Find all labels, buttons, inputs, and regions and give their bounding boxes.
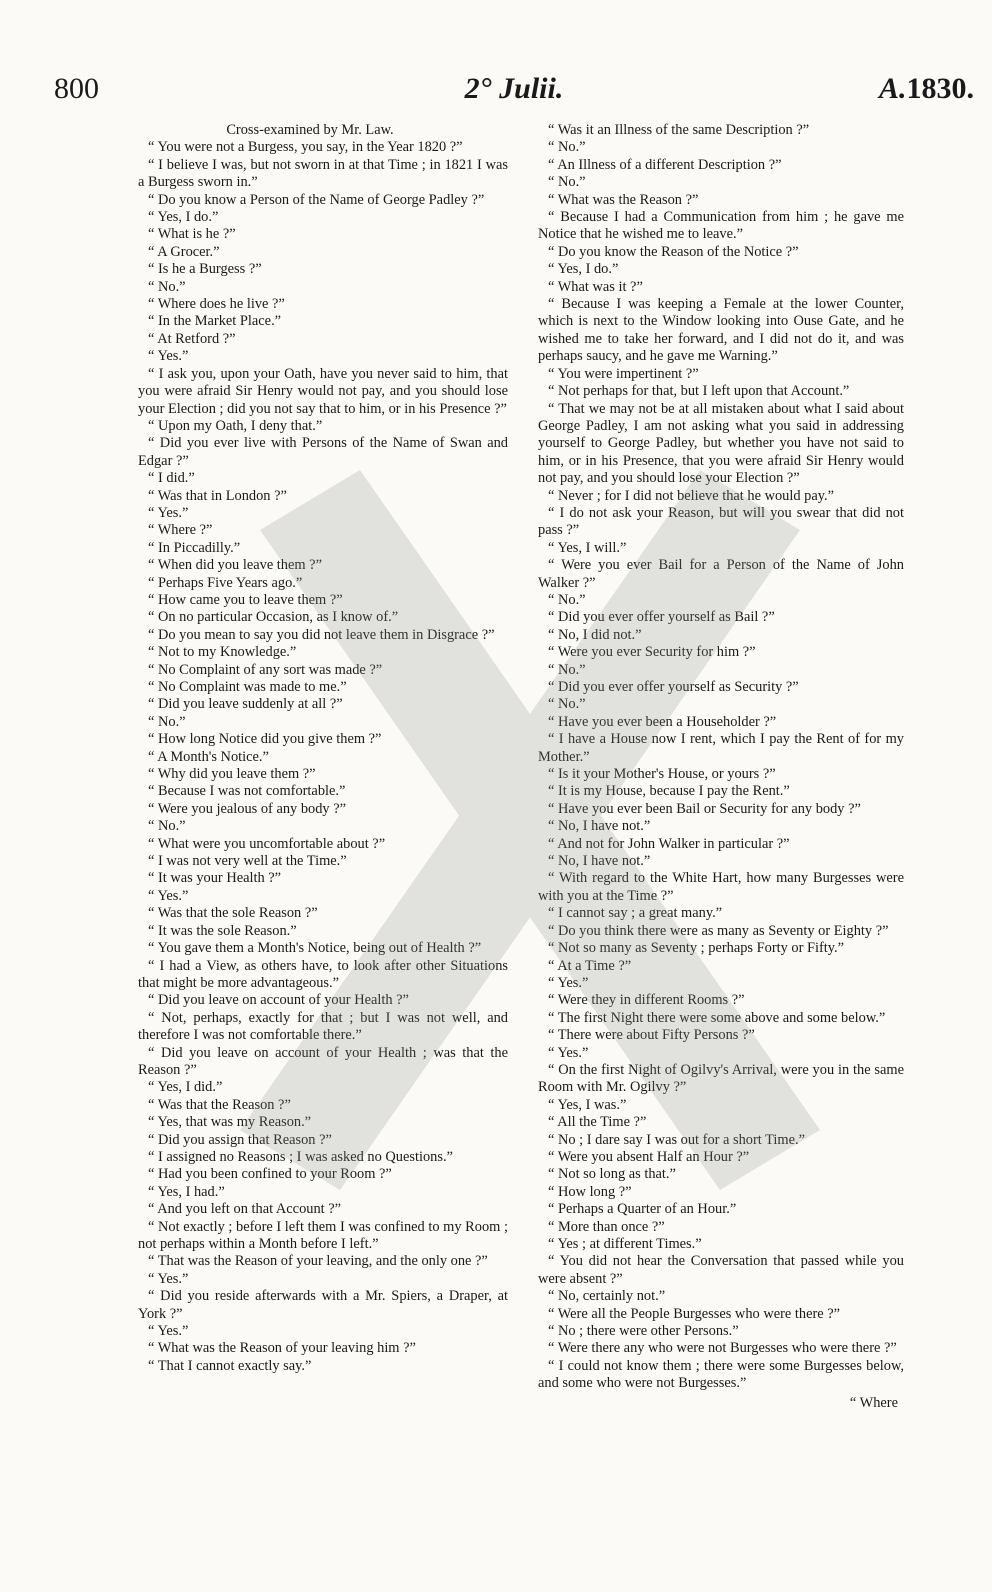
testimony-line: “ You gave them a Month's Notice, being out of Health ?”: [148, 940, 482, 957]
year-value: 1830.: [906, 72, 974, 105]
testimony-line: “ Was that the sole Reason ?”: [148, 905, 318, 922]
testimony-line: “ Not perhaps for that, but I left upon that Account.”: [548, 383, 850, 400]
testimony-line: “ Did you leave on account of your Health ; was that the Reason ?”: [138, 1044, 508, 1078]
testimony-line: “ Because I was not comfortable.”: [148, 783, 346, 800]
testimony-line: “ No, certainly not.”: [548, 1288, 666, 1305]
testimony-line: “ All the Time ?”: [548, 1114, 647, 1131]
testimony-line: “ No, I did not.”: [548, 626, 642, 643]
testimony-line: “ What were you uncomfortable about ?”: [148, 835, 386, 852]
testimony-line: “ Yes, that was my Reason.”: [148, 1114, 312, 1131]
testimony-line: “ I have a House now I rent, which I pay the Rent of for my Mother.”: [538, 731, 904, 765]
testimony-line: “ How long Notice did you give them ?”: [148, 731, 382, 748]
testimony-line: “ I did.”: [148, 470, 195, 487]
testimony-line: “ What was the Reason ?”: [548, 191, 699, 208]
testimony-line: “ I could not know them ; there were some Burgesses below, and some who were not Burgesses.”: [538, 1357, 904, 1392]
testimony-line: “ A Month's Notice.”: [148, 748, 269, 765]
testimony-line: “ In Piccadilly.”: [148, 539, 241, 556]
testimony-line: “ No.”: [548, 661, 586, 678]
testimony-line: “ No.”: [548, 696, 586, 713]
testimony-line: “ I believe I was, but not sworn in at that Time ; in 1821 I was a Burgess sworn in.”: [138, 156, 508, 191]
testimony-line: “ Not exactly ; before I left them I was confined to my Room ; not perhaps within a Month before I left.”: [138, 1218, 508, 1252]
testimony-line: “ It was your Health ?”: [148, 870, 282, 887]
testimony-line: “ Do you know a Person of the Name of George Padley ?”: [148, 191, 485, 208]
page-header: [54, 72, 974, 112]
testimony-line: “ There were about Fifty Persons ?”: [548, 1027, 755, 1044]
testimony-line: “ Yes.”: [148, 348, 189, 365]
page-number: 800: [54, 72, 99, 105]
testimony-line: “ Yes.”: [148, 1270, 189, 1287]
testimony-line: “ No.”: [548, 174, 586, 191]
testimony-line: “ Yes.”: [148, 1323, 189, 1340]
testimony-line: “ Did you leave suddenly at all ?”: [148, 696, 343, 713]
testimony-line: “ No, I have not.”: [548, 853, 651, 870]
testimony-line: “ Upon my Oath, I deny that.”: [148, 417, 323, 434]
testimony-line: “ That was the Reason of your leaving, and the only one ?”: [148, 1253, 488, 1270]
testimony-line: “ And not for John Walker in particular ?”: [548, 835, 790, 852]
testimony-line: “ I ask you, upon your Oath, have you never said to him, that you were afraid Sir Henry would not pay, and you should lose your Election ; did you not say that to him, or in his Presence ?”: [138, 365, 508, 417]
testimony-line: “ Did you assign that Reason ?”: [148, 1131, 332, 1148]
testimony-line: “ Did you ever live with Persons of the Name of Swan and Edgar ?”: [138, 435, 508, 469]
testimony-line: “ Were you absent Half an Hour ?”: [548, 1148, 750, 1165]
date-heading: 2° Julii.: [464, 72, 564, 105]
testimony-line: “ In the Market Place.”: [148, 313, 282, 330]
testimony-line: “ I do not ask your Reason, but will you swear that did not pass ?”: [538, 504, 904, 539]
testimony-line: “ I assigned no Reasons ; I was asked no Questions.”: [148, 1148, 453, 1165]
testimony-line: “ Perhaps Five Years ago.”: [148, 574, 303, 591]
testimony-line: “ Yes ; at different Times.”: [548, 1236, 702, 1252]
testimony-line: “ I cannot say ; a great many.”: [548, 905, 723, 922]
testimony-line: “ Do you mean to say you did not leave them in Disgrace ?”: [148, 626, 495, 643]
testimony-line: “ No ; there were other Persons.”: [548, 1323, 739, 1340]
testimony-line: “ Yes, I will.”: [548, 539, 627, 556]
testimony-line: “ Was that the Reason ?”: [148, 1096, 291, 1113]
testimony-line: “ No.”: [548, 139, 586, 156]
section-heading: Cross-examined by Mr. Law.: [226, 122, 394, 138]
testimony-line: “ An Illness of a different Description ?”: [548, 156, 782, 173]
testimony-line: “ More than once ?”: [548, 1218, 665, 1235]
testimony-line: “ Did you ever offer yourself as Security ?”: [548, 679, 799, 695]
testimony-line: “ Because I had a Communication from him ; he gave me Notice that he wished me to leave.”: [538, 209, 904, 243]
testimony-line: “ You were impertinent ?”: [548, 365, 699, 382]
testimony-line: “ At Retford ?”: [148, 330, 236, 347]
testimony-line: “ Because I was keeping a Female at the lower Counter, which is next to the Window looking into Ouse Gate, and he wished me to take her forward, and I did not do it, and was perhaps saucy, and he gave me Warning.”: [538, 296, 904, 365]
testimony-line: “ Was it an Illness of the same Description ?”: [548, 122, 810, 138]
testimony-line: “ No.”: [148, 713, 186, 730]
testimony-line: “ No Complaint of any sort was made ?”: [148, 661, 383, 678]
testimony-line: “ Yes.”: [148, 504, 189, 521]
testimony-line: “ Is it your Mother's House, or yours ?”: [548, 766, 776, 783]
testimony-line: “ At a Time ?”: [548, 957, 632, 974]
testimony-line: “ Were you jealous of any body ?”: [148, 800, 346, 817]
testimony-line: “ How came you to leave them ?”: [148, 591, 343, 608]
testimony-line: “ Not to my Knowledge.”: [148, 644, 297, 661]
testimony-line: “ That I cannot exactly say.”: [148, 1357, 312, 1374]
testimony-line: “ Never ; for I did not believe that he would pay.”: [548, 487, 834, 504]
testimony-line: “ Have you ever been a Householder ?”: [548, 713, 777, 730]
year-prefix: A.: [878, 72, 907, 105]
testimony-line: “ What was it ?”: [548, 278, 643, 295]
testimony-line: “ No ; I dare say I was out for a short Time.”: [548, 1131, 805, 1148]
testimony-line: “ With regard to the White Hart, how many Burgesses were with you at the Time ?”: [538, 870, 904, 904]
testimony-line: “ Not, perhaps, exactly for that ; but I was not well, and therefore I was not comfortable there.”: [138, 1009, 508, 1044]
testimony-line: “ Yes.”: [548, 974, 589, 991]
testimony-line: “ Where does he live ?”: [148, 296, 285, 313]
testimony-line: “ Did you reside afterwards with a Mr. Spiers, a Draper, at York ?”: [138, 1288, 508, 1322]
testimony-line: “ Do you think there were as many as Seventy or Eighty ?”: [548, 922, 889, 939]
testimony-line: “ And you left on that Account ?”: [148, 1201, 342, 1218]
testimony-line: “ Were you ever Security for him ?”: [548, 644, 756, 661]
testimony-line: “ Were you ever Bail for a Person of the Name of John Walker ?”: [538, 557, 904, 591]
catchword: “ Where: [849, 1394, 898, 1411]
testimony-line: “ No.”: [148, 278, 186, 295]
testimony-line: “ Yes.”: [548, 1044, 589, 1061]
testimony-line: “ You did not hear the Conversation that passed while you were absent ?”: [538, 1253, 904, 1287]
left-column: [112, 122, 508, 1375]
testimony-line: “ That we may not be at all mistaken about what I said about George Padley, I am not asking what you said in addressing yourself to George Padley, but whether you have not said to him, or in his Presence, that you were afraid Sir Henry would not pay, and you should lose your Election ?”: [538, 400, 904, 487]
testimony-line: “ It was the sole Reason.”: [148, 922, 297, 939]
testimony-line: “ Not so long as that.”: [548, 1166, 676, 1183]
testimony-line: “ No Complaint was made to me.”: [148, 679, 347, 695]
testimony-line: “ Is he a Burgess ?”: [148, 261, 262, 278]
testimony-line: “ Have you ever been Bail or Security for any body ?”: [548, 800, 861, 817]
testimony-line: “ On no particular Occasion, as I know of.”: [148, 609, 399, 626]
testimony-line: “ It is my House, because I pay the Rent.”: [548, 783, 790, 800]
testimony-line: “ Do you know the Reason of the Notice ?”: [548, 243, 799, 260]
right-column: [512, 122, 904, 1412]
testimony-line: “ What is he ?”: [148, 226, 236, 243]
testimony-line: “ Where ?”: [148, 522, 213, 539]
testimony-line: “ Were they in different Rooms ?”: [548, 992, 745, 1009]
testimony-line: “ Yes.”: [148, 887, 189, 904]
testimony-line: “ What was the Reason of your leaving him ?”: [148, 1340, 416, 1357]
testimony-line: “ I had a View, as others have, to look after other Situations that might be more advantageous.”: [138, 957, 508, 991]
testimony-line: “ Was that in London ?”: [148, 487, 287, 504]
testimony-line: “ Had you been confined to your Room ?”: [148, 1166, 392, 1183]
testimony-line: “ Did you ever offer yourself as Bail ?”: [548, 609, 775, 626]
testimony-line: “ Not so many as Seventy ; perhaps Forty or Fifty.”: [548, 940, 845, 957]
testimony-line: “ No.”: [548, 591, 586, 608]
testimony-line: “ A Grocer.”: [148, 243, 220, 260]
testimony-line: “ The first Night there were some above and some below.”: [548, 1009, 886, 1026]
testimony-line: “ Yes, I had.”: [148, 1183, 225, 1200]
testimony-line: “ No.”: [148, 818, 186, 835]
testimony-line: “ Were there any who were not Burgesses who were there ?”: [548, 1340, 897, 1357]
testimony-line: “ I was not very well at the Time.”: [148, 853, 347, 870]
testimony-line: “ Did you leave on account of your Health ?”: [148, 992, 409, 1009]
testimony-line: “ Yes, I do.”: [148, 209, 219, 226]
testimony-line: “ No, I have not.”: [548, 818, 651, 835]
testimony-line: “ When did you leave them ?”: [148, 557, 322, 574]
testimony-line: “ Why did you leave them ?”: [148, 766, 316, 783]
testimony-line: “ On the first Night of Ogilvy's Arrival, were you in the same Room with Mr. Ogilvy ?”: [538, 1061, 904, 1096]
testimony-line: “ Yes, I do.”: [548, 261, 619, 278]
testimony-line: “ Yes, I was.”: [548, 1096, 627, 1113]
testimony-line: “ How long ?”: [548, 1183, 632, 1200]
testimony-line: “ You were not a Burgess, you say, in the Year 1820 ?”: [148, 139, 463, 156]
testimony-line: “ Perhaps a Quarter of an Hour.”: [548, 1201, 737, 1218]
testimony-line: “ Yes, I did.”: [148, 1079, 223, 1096]
year-heading: [879, 72, 974, 106]
testimony-line: “ Were all the People Burgesses who were there ?”: [548, 1305, 841, 1322]
